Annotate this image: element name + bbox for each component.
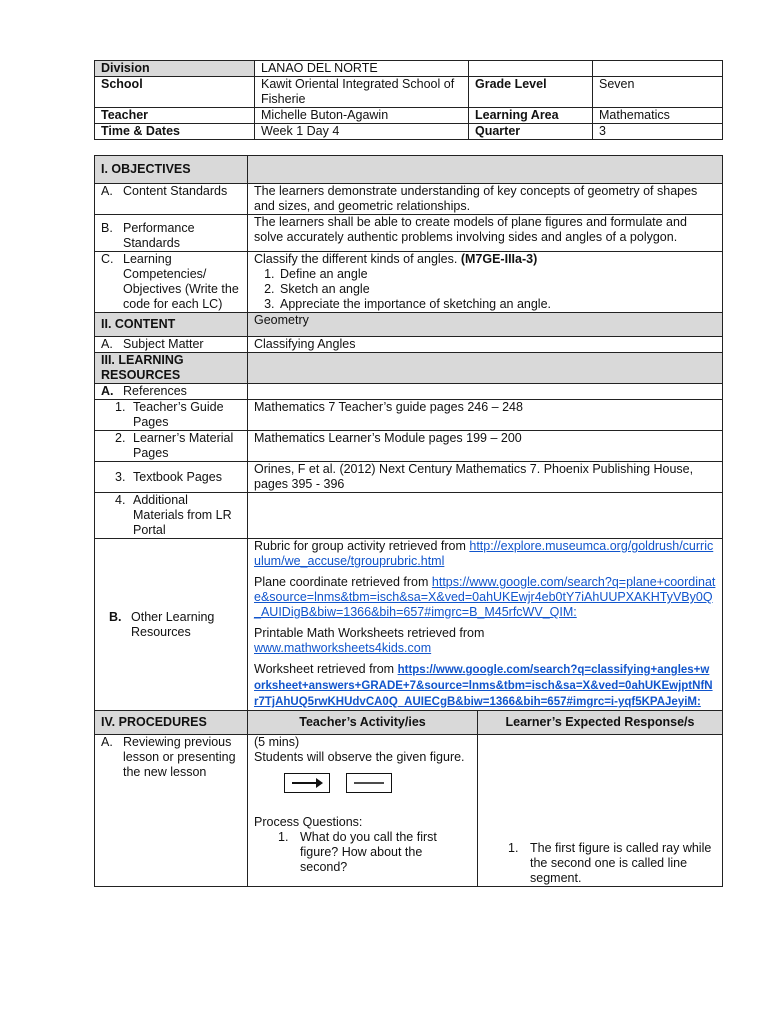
resource-link[interactable]: https://www.google.com/search?q=plane+coordinate&source=lnms&tbm=isch&sa=X&ved=0ahUKEwjr4eb0tY7iAhUUPXAKHTyVBy0Q_AUIDigB&biw=1366&bih=657#imgrc=B_M45rfcWV_QIM:	[254, 575, 716, 619]
other-resources-list	[248, 539, 723, 711]
school-value: Kawit Oriental Integrated School of Fisherie	[255, 77, 469, 108]
teacher-activity	[248, 735, 478, 887]
quarter-value: 3	[593, 124, 723, 140]
ray-figure	[284, 773, 330, 793]
line-segment-icon	[352, 777, 386, 789]
question-item	[254, 830, 471, 875]
label-text: Teacher’s Guide Pages	[133, 400, 224, 429]
resources-heading: III. LEARNING RESOURCES	[95, 353, 248, 384]
num: 4.	[115, 493, 126, 507]
letter: B.	[101, 221, 113, 235]
performance-standards-label	[95, 215, 248, 252]
competencies-label	[95, 252, 248, 313]
teacher-value: Michelle Buton-Agawin	[255, 108, 469, 124]
num: 1.	[115, 400, 126, 414]
reference-item-value: Mathematics 7 Teacher’s guide pages 246 – 248	[248, 400, 723, 431]
reference-item-label	[95, 493, 248, 539]
objectives-heading: I. OBJECTIVES	[95, 156, 248, 184]
process-questions-label: Process Questions:	[254, 815, 363, 829]
content-standards-text: The learners demonstrate understanding of key concepts of geometry of shapes and sizes, and geometric relationships.	[248, 184, 723, 215]
content-value: Geometry	[248, 313, 723, 337]
label-text: Learner’s Material Pages	[133, 431, 234, 460]
grade-value: Seven	[593, 77, 723, 108]
quarter-label: Quarter	[469, 124, 593, 140]
division-value: LANAO DEL NORTE	[255, 61, 469, 77]
other-resources-label	[95, 539, 248, 711]
ray-arrow-icon	[290, 777, 324, 789]
performance-standards-text: The learners shall be able to create models of plane figures and formulate and solve accurately authentic problems involving sides and angles of a polygon.	[248, 215, 723, 252]
num: 2.	[115, 431, 126, 445]
objectives-heading-fill	[248, 156, 723, 184]
label-text: Additional Materials from LR Portal	[133, 493, 232, 537]
resource-link[interactable]: https://www.google.com/search?q=classifying+angles+worksheet+answers+GRADE+7&source=lnms&tbm=isch&sa=X&ved=0ahUKEwjptNfNr7TjAhUQ5rwKHUdvCA0Q_AUIECgB&biw=1366&bih=657#imgrc=i-yqf5KPAJeyiM:	[254, 664, 713, 708]
school-label: School	[95, 77, 255, 108]
procedures-heading: IV. PROCEDURES	[95, 711, 248, 735]
response-item	[484, 841, 716, 886]
label-text: Content Standards	[123, 184, 228, 198]
learner-response	[478, 735, 723, 887]
learner-column-header: Learner’s Expected Response/s	[478, 711, 723, 735]
resource-text: Worksheet retrieved from	[254, 662, 395, 676]
resource-entry	[254, 575, 716, 620]
question-text: What do you call the first figure? How about the second?	[300, 830, 437, 874]
content-standards-label	[95, 184, 248, 215]
num: 1.	[508, 841, 519, 855]
label-text: Learning Competencies/ Objectives (Write the code for each LC)	[123, 252, 239, 311]
reference-item-label	[95, 400, 248, 431]
intro-text: Students will observe the given figure.	[254, 750, 465, 764]
area-label: Learning Area	[469, 108, 593, 124]
header-table	[94, 60, 723, 140]
letter: C.	[101, 252, 114, 266]
label-text: Reviewing previous lesson or presenting the new lesson	[123, 735, 236, 779]
resource-text: Rubric for group activity retrieved from	[254, 539, 466, 553]
response-text: The first figure is called ray while the second one is called line segment.	[530, 841, 712, 885]
num: 1.	[278, 830, 289, 844]
letter: A.	[101, 184, 113, 198]
label-text: Performance Standards	[123, 221, 195, 250]
competency-sentence: Classify the different kinds of angles.	[254, 252, 458, 266]
reference-item-value: Mathematics Learner’s Module pages 199 – 200	[248, 431, 723, 462]
letter: A.	[101, 384, 114, 398]
letter: B.	[109, 609, 122, 624]
competency-item: 2. Sketch an angle	[278, 282, 716, 297]
division-label: Division	[95, 61, 255, 77]
time-label: Time & Dates	[95, 124, 255, 140]
resource-text: Printable Math Worksheets retrieved from	[254, 626, 485, 640]
resource-link[interactable]: www.mathworksheets4kids.com	[254, 641, 432, 655]
num: 3.	[115, 469, 126, 484]
lesson-plan-table	[94, 155, 723, 887]
teacher-label: Teacher	[95, 108, 255, 124]
teacher-column-header: Teacher’s Activity/ies	[248, 711, 478, 735]
resource-entry	[254, 539, 716, 569]
references-label	[95, 384, 248, 400]
figures	[284, 773, 471, 793]
resource-link[interactable]: http://explore.museumca.org/goldrush/curriculum/we_accuse/tgrouprubric.html	[254, 539, 714, 568]
reference-item-value	[248, 493, 723, 539]
resource-entry	[254, 662, 716, 710]
reference-item-label	[95, 462, 248, 493]
competency-item: 3. Appreciate the importance of sketching an angle.	[278, 297, 716, 312]
label-text: Other Learning Resources	[131, 609, 215, 639]
content-heading: II. CONTENT	[95, 313, 248, 337]
reference-item-label	[95, 431, 248, 462]
letter: A.	[101, 337, 113, 351]
reference-item-value: Orines, F et al. (2012) Next Century Mathematics 7. Phoenix Publishing House, pages 395 - 396	[248, 462, 723, 493]
grade-label: Grade Level	[469, 77, 593, 108]
empty-cell	[593, 61, 723, 77]
subject-matter-label	[95, 337, 248, 353]
empty-cell	[469, 61, 593, 77]
label-text: Textbook Pages	[133, 469, 222, 484]
label-text: Subject Matter	[123, 337, 204, 351]
time-note: (5 mins)	[254, 735, 300, 749]
letter: A.	[101, 735, 113, 749]
competency-code: (M7GE-IIIa-3)	[460, 252, 538, 266]
resource-text: Plane coordinate retrieved from	[254, 575, 429, 589]
label-text: References	[123, 384, 187, 398]
reviewing-label	[95, 735, 248, 887]
area-value: Mathematics	[593, 108, 723, 124]
subject-matter-value: Classifying Angles	[248, 337, 723, 353]
references-fill	[248, 384, 723, 400]
time-value: Week 1 Day 4	[255, 124, 469, 140]
competency-item: 1. Define an angle	[278, 267, 716, 282]
line-segment-figure	[346, 773, 392, 793]
resources-heading-fill	[248, 353, 723, 384]
competencies-text	[248, 252, 723, 313]
resource-entry	[254, 626, 716, 656]
